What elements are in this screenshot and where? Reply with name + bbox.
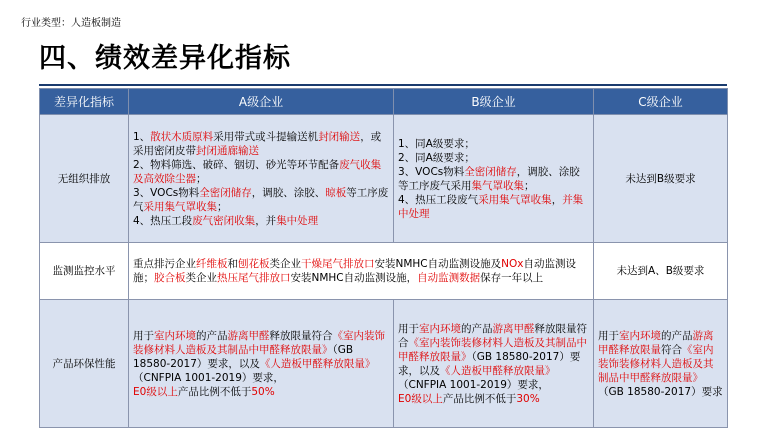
highlight-text: 集气罩收集 bbox=[471, 179, 524, 192]
highlight-text: 干燥尾气排放口 bbox=[301, 258, 375, 270]
highlight-text: 室内环境 bbox=[419, 322, 461, 335]
cell-text: 1、 bbox=[133, 130, 151, 143]
title-divider bbox=[39, 84, 727, 86]
cell-text: 和 bbox=[227, 258, 238, 270]
highlight-text: NOx bbox=[501, 258, 524, 270]
highlight-text: 《室内装饰装修材料人造板及其制品中甲醛释放限量》 bbox=[133, 329, 385, 356]
highlight-text: E0级以上 bbox=[133, 385, 178, 398]
highlight-text: 封闭通廊输送 bbox=[196, 144, 259, 157]
cell-text: 产品比例不低于 bbox=[442, 392, 517, 405]
cell-text: 4、热压工段废气 bbox=[398, 193, 479, 206]
cell-paragraph bbox=[398, 193, 589, 221]
highlight-text: 集中处理 bbox=[276, 214, 319, 227]
highlight-text: E0级以上 bbox=[398, 392, 443, 405]
cell-text: 类企业 bbox=[185, 272, 217, 284]
highlight-text: 室内环境 bbox=[619, 329, 661, 342]
column-header: C级企业 bbox=[594, 89, 728, 115]
cell-text: ； bbox=[217, 200, 228, 213]
highlight-text: 《人造板甲醛释放限量》 bbox=[440, 364, 556, 377]
highlight-text: 全密闭储存 bbox=[199, 186, 252, 199]
cell-text: ，调胶、涂胶等工序废气采用 bbox=[398, 165, 580, 192]
cell-paragraph bbox=[398, 392, 589, 406]
cell-text: 符合 bbox=[661, 343, 682, 356]
cell-text: 用于 bbox=[598, 329, 619, 342]
cell-text: 的产品 bbox=[196, 329, 228, 342]
cell-text: 释放限量符合 bbox=[269, 329, 333, 342]
column-header: 差异化指标 bbox=[40, 89, 129, 115]
highlight-text: 游离甲醛 bbox=[227, 329, 270, 342]
cell-c-level bbox=[594, 300, 728, 428]
highlight-text: 游离甲醛 bbox=[492, 322, 535, 335]
cell-paragraph bbox=[398, 165, 589, 193]
cell-text: 类企业 bbox=[269, 258, 301, 270]
cell-text: 重点排污企业 bbox=[133, 258, 196, 270]
highlight-text: 《室内装饰装修材料人造板及其制品中甲醛释放限量》 bbox=[398, 336, 587, 363]
highlight-text: 《室内装饰装修材料人造板及其制品中甲醛释放限量》 bbox=[598, 343, 714, 384]
cell-text: ； bbox=[196, 172, 207, 185]
highlight-text: 废气收集及高效除尘器 bbox=[133, 158, 382, 185]
cell-ab-level bbox=[129, 243, 594, 300]
cell-paragraph bbox=[133, 186, 389, 214]
highlight-text: 《人造板甲醛释放限量》 bbox=[259, 357, 376, 370]
row-label: 监测监控水平 bbox=[40, 243, 129, 300]
cell-text: （GB 18580-2017）要求，以及 bbox=[398, 350, 581, 377]
cell-paragraph bbox=[133, 329, 389, 385]
cell-c-level: 未达到B级要求 bbox=[594, 115, 728, 243]
table-header-row bbox=[40, 89, 728, 115]
cell-text: 安装NMHC自动监测设施及 bbox=[374, 258, 502, 270]
cell-text: 的产品 bbox=[461, 322, 493, 335]
column-header: A级企业 bbox=[129, 89, 394, 115]
cell-text: ，调胶、涂胶、 bbox=[251, 186, 326, 199]
industry-type-label: 行业类型：人造板制造 bbox=[21, 18, 121, 29]
table-row bbox=[40, 300, 728, 428]
table-row bbox=[40, 115, 728, 243]
cell-text: 3、VOCs物料 bbox=[133, 186, 200, 199]
cell-a-level bbox=[129, 115, 394, 243]
highlight-text: 热压尾气排放口 bbox=[217, 272, 291, 284]
cell-text: ，或采用密闭皮带 bbox=[133, 130, 382, 157]
cell-text: 产品比例不低于 bbox=[177, 385, 252, 398]
cell-paragraph bbox=[133, 130, 389, 158]
cell-paragraph bbox=[598, 329, 723, 399]
cell-c-level: 未达到A、B级要求 bbox=[594, 243, 728, 300]
highlight-text: 采用集气罩收集 bbox=[143, 200, 217, 213]
column-header: B级企业 bbox=[394, 89, 594, 115]
highlight-text: 全密闭储存 bbox=[464, 165, 517, 178]
highlight-text: 室内环境 bbox=[154, 329, 196, 342]
cell-text: 用于 bbox=[398, 322, 419, 335]
cell-b-level bbox=[394, 300, 594, 428]
cell-text: （CNFPIA 1001-2019）要求， bbox=[133, 371, 284, 384]
cell-text: 用于 bbox=[133, 329, 154, 342]
cell-paragraph bbox=[133, 158, 389, 186]
highlight-text: 30% bbox=[516, 392, 540, 405]
indicator-table bbox=[39, 88, 728, 428]
highlight-text: 自动监测数据 bbox=[417, 272, 481, 284]
cell-b-level bbox=[394, 115, 594, 243]
highlight-text: 晾板 bbox=[325, 186, 347, 199]
cell-text: 的产品 bbox=[661, 329, 693, 342]
cell-text: 2、物料筛选、破碎、铟切、砂光等环节配备 bbox=[133, 158, 340, 171]
highlight-text: 废气密闭收集 bbox=[192, 214, 256, 227]
highlight-text: 封闭输送 bbox=[318, 130, 361, 143]
cell-paragraph bbox=[133, 385, 389, 399]
highlight-text: 50% bbox=[251, 385, 275, 398]
highlight-text: 纤维板 bbox=[196, 258, 228, 270]
cell-text: （GB 18580-2017）要求，以及 bbox=[133, 343, 354, 370]
cell-text: 采用带式或斗提输送机 bbox=[213, 130, 319, 143]
cell-a-level bbox=[129, 300, 394, 428]
cell-text: ，并 bbox=[255, 214, 277, 227]
cell-paragraph bbox=[398, 151, 589, 165]
highlight-text: 胶合板 bbox=[154, 272, 186, 284]
highlight-text: 游离甲醛释放限量 bbox=[598, 329, 714, 356]
highlight-text: 并集中处理 bbox=[398, 193, 584, 220]
cell-text: （CNFPIA 1001-2019）要求， bbox=[398, 378, 549, 391]
highlight-text: 采用集气罩收集 bbox=[478, 193, 552, 206]
cell-paragraph bbox=[398, 322, 589, 392]
cell-text: 释放限量符合 bbox=[398, 322, 587, 349]
table-row bbox=[40, 243, 728, 300]
cell-text: 自动监测设施； bbox=[133, 258, 576, 284]
highlight-text: 散状木质原料 bbox=[150, 130, 214, 143]
row-label: 产品环保性能 bbox=[40, 300, 129, 428]
cell-text: （GB 18580-2017）要求 bbox=[598, 385, 723, 398]
cell-text: 保存一年以上 bbox=[480, 272, 544, 284]
cell-text: 安装NMHC自动监测设施， bbox=[290, 272, 418, 284]
cell-text: 4、热压工段 bbox=[133, 214, 193, 227]
cell-text: 3、VOCs物料 bbox=[398, 165, 465, 178]
row-label: 无组织排放 bbox=[40, 115, 129, 243]
cell-text: 等工序废气 bbox=[133, 186, 389, 213]
cell-paragraph bbox=[398, 137, 589, 151]
page-title: 四、绩效差异化指标 bbox=[39, 43, 291, 74]
cell-text: 1、同A级要求； bbox=[398, 137, 475, 150]
cell-text: ； bbox=[524, 179, 535, 192]
highlight-text: 刨花板 bbox=[238, 258, 270, 270]
cell-text: 2、同A级要求； bbox=[398, 151, 475, 164]
cell-paragraph bbox=[133, 257, 589, 285]
cell-paragraph bbox=[133, 214, 389, 228]
cell-text: ， bbox=[551, 193, 563, 206]
